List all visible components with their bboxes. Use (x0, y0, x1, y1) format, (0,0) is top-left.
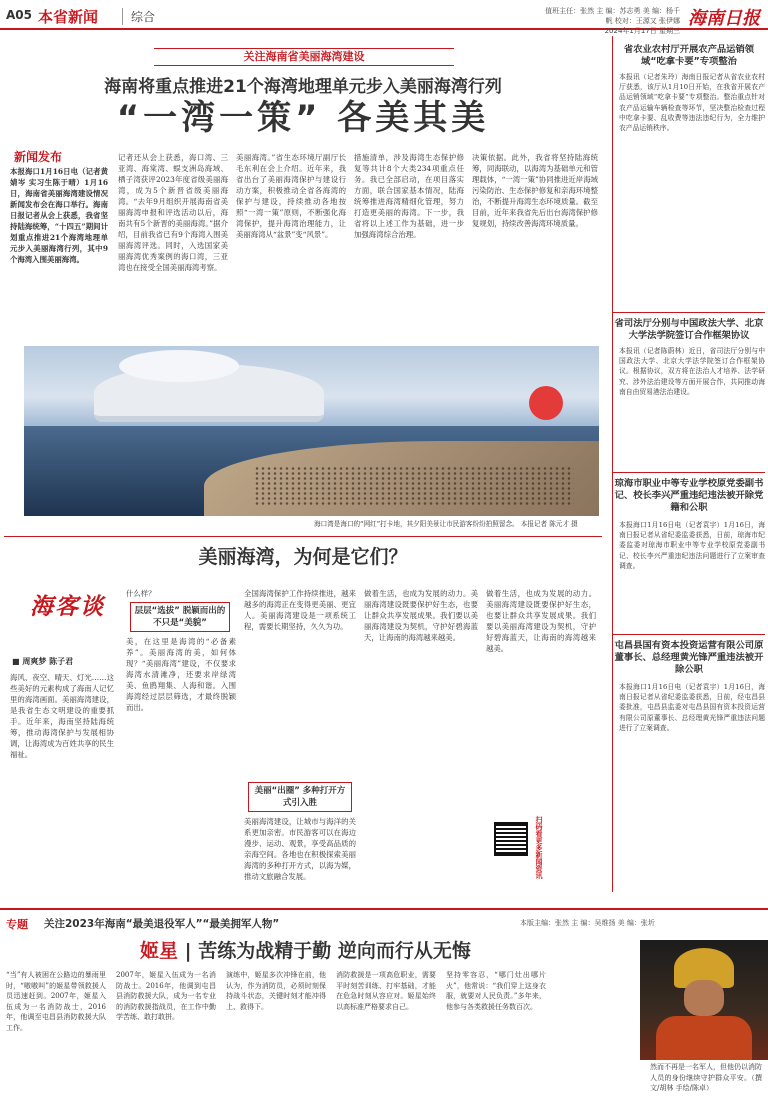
commentary-column: 做着生活，也成为发展的动力。美丽海湾建设既要保护好生态，也要让群众共享发展成果。我们要以美丽海湾建设为契机，守护好碧海蓝天，让海南的海湾越来越美。 (486, 589, 596, 653)
feature-column: 然而不再是一名军人，但他仍以消防人员的身份继续守护群众平安。（撰文/胡林 手绘/陈卓） (650, 1063, 762, 1092)
commentary-column: 海风、夜空、晴天、灯光……这些美好的元素构成了海南人记忆里的海湾画面。美丽海湾建设，是我省生态文明建设的重要抓手。近年来，海南坚持陆海统筹，推动海湾保护与发展相协调，让海湾成为百姓共享的民生福祉。 (10, 673, 114, 759)
person-name: 姬星 (140, 940, 179, 962)
byline: ■ 周爽梦 陈子君 (12, 657, 74, 666)
article-headline: “一湾一策” 各美其美 (116, 98, 490, 138)
face (684, 980, 724, 1016)
headline-text: 苦练为战精于勤 逆向而行从无悔 (198, 940, 471, 962)
feature-meta: 本版主编：张然 主 编：吴维扬 美 编：张圻 (520, 919, 655, 927)
feature-column: 2007年，姬星入伍成为一名消防战士。2016年，他调到屯昌县消防救援大队，成为一名专业的消防救援指战员，在工作中勤学苦练、敢打敢拼。 (116, 971, 216, 1021)
page-header (0, 0, 768, 35)
article-column: 措施清单，涉及海湾生态保护修复等共计8个大类234项重点任务。我已全部启动，在项目落实方面，联合国家基本情况，陆海统筹推进海湾精细化管理，努力打造更美丽的海湾。下一步，我省将以上述工作为基础，进一步加强海湾综合治理。 (354, 153, 464, 239)
page-name: 本省新闻 (38, 8, 99, 26)
commentary-column: 做着生活，也成为发展的动力。美丽海湾建设既要保护好生态，也要让群众共享发展成果。我们要以美丽海湾建设为契机，守护好碧海蓝天，让海南的海湾越来越美。 (364, 589, 478, 642)
right-column (612, 36, 764, 892)
article-column: 决策依据。此外，我省将坚持陆海统筹，同海联动，以海湾为基础单元和管理载体，“一湾一策”协同推进近岸海域污染防治、生态保护修复和亲海环境整治，不断提升海湾生态环境质量。截至目前，近年来我省先后出台海湾保护修复规划，持续改善海湾环境质量。 (472, 153, 598, 228)
commentary-column: 全国海湾保护工作持续推进，越来越多的海湾正在变得更美丽、更宜人。美丽海湾建设是一项系统工程，需要长期坚持，久久为功。 (244, 589, 356, 631)
photo-caption: 海口湾是海口的“网红”打卡地，其夕阳美景让市民游客纷纷拍照留念。 本报记者 陈元才 摄 (314, 520, 578, 528)
building-dome (119, 350, 239, 382)
feature-section: 专题 (6, 918, 28, 931)
page-section: 综合 (122, 8, 155, 25)
article-column: 美丽海湾。”省生态环境厅副厅长毛东利在会上介绍。近年来，我省出台了美丽海湾保护与建设行动方案，积极推动全省各海湾的保护与建设，持续推动各地按照“一湾一策”原则，不断强化海湾保护，提升海湾治理能力，让美丽海湾从“盆景”变“风景”。 (236, 153, 346, 239)
feature-column: 消防救援是一项高危职业，需要平时刻苦训练、打牢基础，才能在危急时刻从容应对。姬星始终以高标准严格要求自己。 (336, 971, 436, 1011)
brief-headline: 省农业农村厅开展农产品运销领域“吃拿卡要”专项整治 (623, 44, 755, 67)
brief-text: 本报海口1月16日电（记者袁宇）1月16日，海南日报记者从省纪委监委获悉，日前，经屯昌县委批准，屯昌县监委对屯昌县国有资本投资运营有限公司原董事长、总经理黄光锋严重违法问题进行了立案调查。 (619, 683, 765, 732)
page-number: A05 (6, 8, 32, 22)
news-photo-haikou-bay (24, 346, 599, 516)
brief-text: 本报海口1月16日电（记者袁宇）1月16日，海南日报记者从省纪委监委获悉，日前，琼海市纪委监委对琼海市职业中等专业学校原党委副书记、校长李兴严重违纪违法问题进行了立案审查调查。 (619, 521, 765, 570)
firefighter-photo (640, 940, 768, 1060)
brief-headline: 屯昌县国有资本投资运营有限公司原董事长、总经理黄光锋严重违法被开除公职 (614, 640, 764, 675)
feature-topic: 关注2023年海南“最美退役军人”“最美拥军人物” (44, 918, 280, 930)
subhead-box: 层层“选拔” 脱颖而出的不只是“美貌” (130, 602, 230, 632)
qr-caption: 扫码看更多新闻资讯 (535, 816, 543, 879)
feature-column: 演练中，姬星多次冲锋在前，他认为，作为消防员，必须时刻保持战斗状态，关键时刻才能冲得上、救得下。 (226, 971, 326, 1011)
subhead-box: 美丽“出圈” 多种打开方式引入胜 (248, 782, 352, 812)
brief-text: 本报讯（记者陈蔚林）近日，省司法厅分别与中国政法大学、北京大学法学院签订合作框架协议。根据协议，双方将在法治人才培养、法学研究、涉外法治建设等方面开展合作，共同推动海南自由贸易港法治建设。 (619, 347, 765, 396)
newspaper-logo: 海南日报 (688, 8, 760, 29)
commentary-column: 美，在这里是海湾的“必备素养”。美丽海湾的美，如何体现？“美丽海湾”建设，不仅要求海湾水清滩净，还要求岸绿湾美、鱼鸥翔集、人海和谐。入围海湾经过层层筛选，才最终脱颖而出。 (126, 637, 236, 712)
article-column: 记者还从会上获悉，海口湾、三亚湾、海棠湾、蜈支洲岛海域、栖子湾获评2023年度省级美丽海湾，成为5个新晋省级美丽海湾。“去年9月组织开展海南省美丽海湾申报和评选活动以后，海南共有5个新晋的美丽海湾。”据介绍，目前我省已有9个海湾入围美丽海湾评选。同时，入选国家美丽海湾优秀案例的海口湾，三亚湾也在接受全国美丽海湾考察。 (118, 153, 228, 272)
article-subtitle: 海南将重点推进21个海湾地理单元步入美丽海湾行列 (104, 77, 502, 97)
qr-code[interactable] (494, 822, 528, 856)
feature-headline (140, 936, 640, 963)
red-balloon (529, 386, 563, 420)
column-name: 海客谈 (30, 593, 105, 620)
feature-column: 坚持零容忍，“哪门灶出哪片火”，他常说：“我们穿上这身衣服，就要对人民负责。”多年来，他参与各类救援任务数百次。 (446, 971, 546, 1011)
brief-headline: 省司法厅分别与中国政法大学、北京大学法学院签订合作框架协议 (614, 318, 764, 341)
commentary-column: 什么样？ (126, 589, 156, 598)
main-article (4, 36, 602, 892)
brief-text: 本报讯（记者朱玲）海南日报记者从省农业农村厅获悉，该厅从1月10日开始，在我省开展农产品运销领域“吃拿卡要”专项整治。整治重点针对农产品运输车辆检查等环节，坚决整治检查过程中吃拿卡要、乱收费等违法违纪行为，全力维护农产品运销秩序。 (619, 73, 765, 133)
commentary-column: 美丽海湾建设，让城市与海洋的关系更加亲密。市民游客可以在海边漫步、运动、观景，享受高品质的亲海空间。各地也在积极探索美丽海湾的多种打开方式，以海为媒，推动文旅融合发展。 (244, 817, 356, 881)
lead-paragraph: 本报海口1月16日电（记者黄婧岑 实习生陈于晴）1月16日，海南省美丽海湾建设情况新闻发布会在海口举行。海南日报记者从会上获悉，我省坚持陆海统筹，“十四五”期间计划重点推进21个海湾地理单元步入美丽海湾行列，其中9个海湾入围美丽海湾。 (10, 167, 108, 264)
brief-headline: 琼海市职业中等专业学校原党委副书记、校长李兴严重违纪违法被开除党籍和公职 (614, 478, 764, 513)
jacket (656, 1016, 752, 1060)
bottom-feature (0, 908, 768, 1097)
header-meta: 值班主任：张然 主 编：苏志勇 美 编：杨千帆 校对：王源又 张伊娜 2024年1月17日 星期三 (545, 7, 680, 35)
crowd-texture (254, 466, 574, 506)
feature-column: “当”有人被困在公路边的暴雨里时，“嗷嗷叫”的姬星带领救援人员迅速赶到。2007年，姬星入伍成为一名消防战士，2016年，他调至屯昌县消防救援大队工作。 (6, 971, 106, 1032)
section-title: 美丽海湾，为何是它们？ (198, 546, 408, 568)
news-release-tag: 新闻发布 (14, 150, 63, 164)
topic-banner: 关注海南省美丽海湾建设 (154, 48, 454, 66)
headline-separator: | (184, 940, 199, 962)
